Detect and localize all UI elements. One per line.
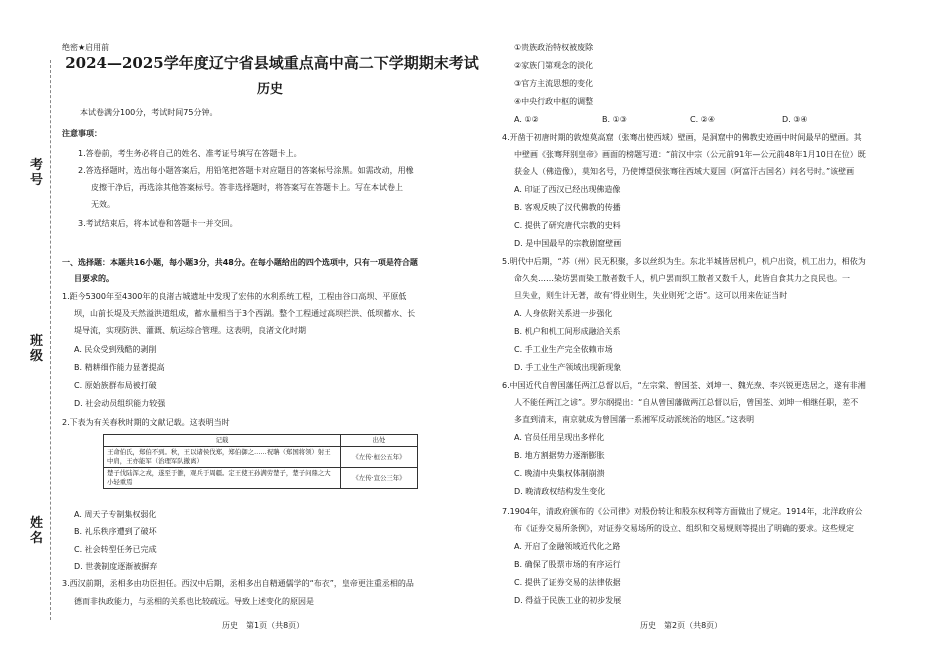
q4-stem: 获金人（佛造像），莫知名号，乃使博望侯张骞往西域大夏国（阿富汗古国名）问名号时。”该壁画 [514,167,855,176]
q6-option-b: B. 地方割据势力逐渐膨胀 [514,451,605,460]
q4-option-b: B. 客观反映了汉代佛教的传播 [514,203,621,212]
section-heading-cont: 目要求的。 [74,274,114,283]
q7-stem: 7.1904年，清政府颁布的《公司律》对股份转让和股东权利等方面做出了规定。1914年，北洋政府公 [502,507,863,516]
q3-statement: ②家族门第观念的淡化 [514,61,594,70]
note-item: 3.考试结束后，将本试卷和答题卡一并交回。 [78,219,238,228]
q3-statement: ③官方主流思想的变化 [514,79,594,88]
q2-table-record: 王命伯氏，郑伯不到。秋，王以诸侯伐郑，郑伯御之……祝聃（郑国将领）射王中肩，王亦能军（治理军队撤离） [104,447,341,468]
page-footer-right: 历史 第2页（共8页） [640,621,723,630]
notes-heading: 注意事项： [62,129,102,138]
q5-stem: 旦失业，则生计无著，故有‘得业则生，失业则死’之语”。这可以用来佐证当时 [514,291,788,300]
q2-table-header-source: 出处 [341,435,418,447]
q7-option-a: A. 开启了金融领域近代化之路 [514,542,621,551]
note-item: 1.答卷前，考生务必将自己的姓名、准考证号填写在答题卡上。 [78,149,302,158]
q3-stem: 德而非执政能力，与丞相的关系也比较疏远。导致上述变化的原因是 [74,597,314,606]
q5-option-b: B. 机户和机工间形成融洽关系 [514,327,621,336]
q1-option-c: C. 原始族群布局被打破 [74,381,157,390]
q2-table-header-record: 记载 [104,435,341,447]
q1-stem: 1.距今5300年至4300年的良渚古城遗址中发现了宏伟的水利系统工程，工程由谷口高坝、平原低 [62,292,407,301]
q5-option-d: D. 手工业生产领域出现新现象 [514,363,622,372]
q6-stem: 多直到清末，南京就成为曾国藩一系湘军反动派统治的地区。”这表明 [514,415,755,424]
q4-option-a: A. 印证了西汉已经出现佛造像 [514,185,621,194]
q5-option-c: C. 手工业生产完全依赖市场 [514,345,613,354]
q3-choice-d: D. ③④ [782,115,808,124]
name-label: 姓名 [30,516,44,546]
page-footer-left: 历史 第1页（共8页） [222,621,305,630]
q4-option-d: D. 是中国最早的宗教剧窟壁画 [514,239,622,248]
q2-option-a: A. 周天子专制集权弱化 [74,510,157,519]
section-heading: 一、选择题：本题共16小题，每小题3分，共48分。在每小题给出的四个选项中，只有一项是符合题 [62,258,418,267]
q3-choice-a: A. ①② [514,115,539,124]
q2-table-source: 《左传·桓公五年》 [341,447,418,468]
q6-stem: 人不能任两江之谚”。罗尔纲提出：“自从曾国藩做两江总督以后，曾国荃、刘坤一相继任职，差不 [514,398,859,407]
exam-title: 2024—2025学年度辽宁省县域重点高中高二下学期期末考试 [65,54,479,72]
class-label: 班级 [30,334,44,364]
binding-line [50,60,51,620]
q7-option-d: D. 得益于民族工业的初步发展 [514,596,622,605]
subject-heading: 历史 [256,82,283,97]
q1-stem: 坝，山前长堤及天然溢洪道组成，蓄水量相当于3个西湖。整个工程通过高坝拦洪、低坝蓄水、长 [74,309,416,318]
q5-stem: 5.明代中后期，“苏（州）民无积聚，多以丝织为生。东北半城皆居机户，机户出资，机工出力，相依为 [502,257,866,266]
q4-stem: 4.开凿于初唐时期的敦煌莫高窟（张骞出使西域）壁画，是洞窟中的佛教史迹画中时间最早的壁画。其 [502,133,862,142]
note-item: 2.答选择题时，选出每小题答案后，用铅笔把答题卡对应题目的答案标号涂黑。如需改动，用橡 [78,166,414,175]
q1-option-d: D. 社会动员组织能力较强 [74,399,166,408]
confidential-note: 绝密★启用前 [62,43,110,52]
q3-statement: ④中央行政中枢的调整 [514,97,594,106]
q7-option-b: B. 确保了股票市场的有序运行 [514,560,621,569]
q3-choice-b: B. ①③ [602,115,627,124]
q7-option-c: C. 提供了证券交易的法律依据 [514,578,621,587]
q4-option-c: C. 提供了研究唐代宗教的史料 [514,221,621,230]
q2-stem: 2.下表为有关春秋时期的文献记载。这表明当时 [62,418,230,427]
note-item: 无效。 [91,200,115,209]
q5-option-a: A. 人身依附关系进一步强化 [514,309,613,318]
q6-stem: 6.中国近代自曾国藩任两江总督以后，“左宗棠、曾国荃、刘坤一、魏光焘、李兴锐更迭居之，遂有非湘 [502,381,866,390]
q5-stem: 命久矣……染坊罢而染工散者数千人，机户罢而织工散者又数千人，此皆自食其力之良民也。一 [514,274,850,283]
q7-stem: 布《证券交易所条例》，对证券交易场所的设立、组织和交易规则等提出了明确的要求。这些规定 [514,524,854,533]
q6-option-c: C. 晚清中央集权体制崩溃 [514,469,605,478]
q2-option-b: B. 礼乐秩序遭到了破坏 [74,527,157,536]
intro-text: 本试卷满分100分，考试时间75分钟。 [80,108,218,117]
q1-option-a: A. 民众受到残酷的剥削 [74,345,157,354]
q3-stem: 3.西汉前期，丞相多由功臣担任。西汉中后期，丞相多出自精通儒学的“布衣”，皇帝更注重丞相的品 [62,579,414,588]
q2-table-record: 楚子伐陆浑之戎，遂至于雒，观兵于周疆。定王使王孙满劳楚子，楚子问鼎之大小轻重焉 [104,468,341,489]
q4-stem: 中壁画《张骞拜别皇帝》画面的榜题写道：“前汉中宗（公元前91年—公元前48年1月10日在位）既 [514,150,866,159]
q6-option-a: A. 官员任用呈现出多样化 [514,433,605,442]
q2-table [103,434,418,489]
q2-table-source: 《左传·宣公三年》 [341,468,418,489]
q2-option-d: D. 世袭制度逐渐被摒弃 [74,562,158,571]
q2-option-c: C. 社会转型任务已完成 [74,545,157,554]
note-item: 皮擦干净后，再选涂其他答案标号。答非选择题时，将答案写在答题卡上。写在本试卷上 [91,183,403,192]
q6-option-d: D. 晚清政权结构发生变化 [514,487,606,496]
q3-statement: ①贵族政治特权被废除 [514,43,594,52]
q1-option-b: B. 精耕细作能力显著提高 [74,363,165,372]
q3-choice-c: C. ②④ [690,115,716,124]
exam-number-label: 考号 [30,158,44,188]
q1-stem: 堤导流，实现防洪、灌溉、航运综合管理。这表明，良渚文化时期 [74,326,306,335]
